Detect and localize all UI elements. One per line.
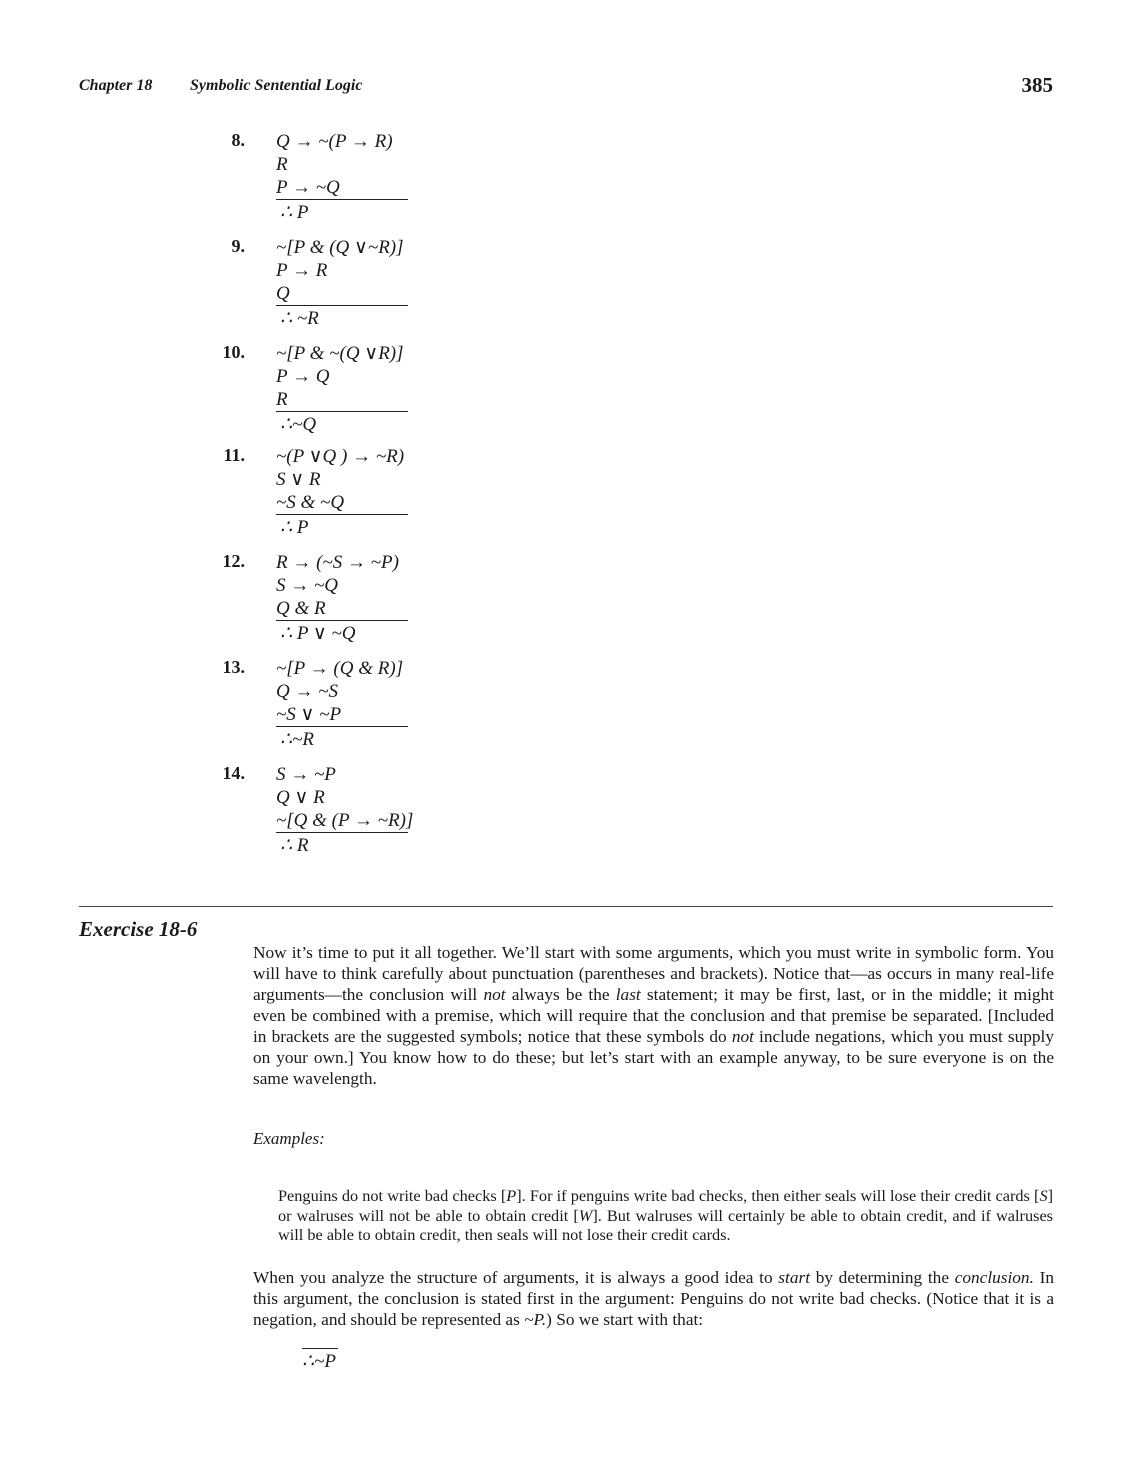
premise: R [276,154,288,175]
premise: ~[P & ~(Q ∨R)] [276,343,404,364]
premise: P → Q [276,366,330,387]
premise: ~S ∨ ~P [276,703,408,727]
conclusion: ∴ P ∨ ~Q [280,623,356,644]
premise: Q → ~S [276,681,339,702]
premise: ~(P ∨Q ) → ~R) [276,446,405,467]
problem-argument [276,236,408,330]
premise: P → ~Q [276,176,408,200]
page-number: 385 [1021,73,1053,97]
premise: ~[Q & (P → ~R)] [276,810,414,831]
premise: ~[P & (Q ∨~R)] [276,237,404,258]
example-text: ]. But walruses will certainly be able to obtain credit, and if walruses will be able to obtain credit, then seals will not lose their credit cards. [278,1205,1054,1244]
intro-emphasis: not [731,1027,754,1046]
premise: ~[P → (Q & R)] [276,658,404,679]
analysis-emphasis: conclusion. [954,1268,1034,1287]
premise: Q ∨ R [276,787,325,808]
conclusion-symbol: ∴~P [302,1348,338,1373]
premise: ~S & ~Q [276,491,408,515]
premise: R [276,388,408,412]
section-divider [79,906,1053,907]
analysis-text: When you analyze the structure of arguments, it is always a good idea to [253,1268,779,1287]
problem-number: 9. [231,236,245,256]
premise: Q [276,282,408,306]
premise: R → (~S → ~P) [276,552,399,573]
analysis-text: by determining the [810,1268,955,1287]
problem-number: 11. [223,445,245,465]
problem-argument [276,551,408,645]
chapter-title: Symbolic Sentential Logic [190,77,363,94]
intro-text: statement; it may be first, last, or in the middle; it might even be combined with a premise, which will require that the conclusion and that premise be separated. [Included in brackets are the suggested symbols; notice that these symbols do [253,985,1054,1046]
example-text: Penguins do not write bad checks [ [278,1186,507,1205]
problem-number: 8. [231,130,245,150]
analysis-emphasis: start [778,1268,810,1287]
intro-text: always be the [505,985,616,1004]
problem-number: 12. [222,551,245,571]
chapter-label: Chapter 18 [79,77,153,94]
premise: S → ~P [276,764,336,785]
intro-emphasis: last [615,985,641,1004]
analysis-paragraph [253,1267,1054,1330]
problem-number: 13. [222,657,245,677]
example-symbol: W [578,1205,593,1225]
premise: S → ~Q [276,575,339,596]
examples-label: Examples: [253,1129,325,1148]
conclusion: ∴ ~R [280,308,319,329]
problem-number: 14. [222,763,245,783]
header-left [79,77,362,95]
example-argument [278,1186,1053,1245]
premise: P → R [276,260,328,281]
example-symbol: S [1039,1186,1048,1205]
conclusion: ∴~R [280,729,314,750]
intro-text: include negations, which you must supply on your own.] You know how to do these; but let’s start with an example anyway, to be sure everyone is on the same wavelength. [253,1027,1054,1088]
premise: S ∨ R [276,469,321,490]
problem-number: 10. [222,342,245,362]
analysis-emphasis: ~P. [524,1310,547,1329]
conclusion: ∴ P [280,517,309,538]
analysis-text: ) So we start with that: [546,1310,704,1329]
example-text: ]. For if penguins write bad checks, then either seals will lose their credit cards [ [516,1186,1040,1205]
problem-argument [276,657,408,751]
example-text: ] or walruses will not be able to obtain credit [ [278,1186,1053,1225]
analysis-text: In this argument, the conclusion is stated first in the argument: Penguins do not write bad checks. (Notice that it is a negation, and should be represented as [253,1268,1055,1329]
conclusion: ∴ P [280,202,309,223]
conclusion: ∴~Q [280,414,317,435]
exercise-title: Exercise 18-6 [79,917,198,941]
conclusion: ∴ R [280,835,309,856]
example-symbol: P [506,1186,517,1205]
problem-argument [276,342,408,436]
premise: Q & R [276,597,408,621]
premise: Q → ~(P → R) [276,131,393,152]
problem-argument [276,763,414,857]
intro-text: Now it’s time to put it all together. We’ll start with some arguments, which you must write in symbolic form. You will have to think carefully about punctuation (parentheses and brackets). Notice that—as occurs in many real-life arguments—the conclusion will [253,943,1054,1004]
problem-argument [276,130,408,224]
intro-emphasis: not [483,985,506,1004]
exercise-intro [253,942,1054,1089]
problem-argument [276,445,408,539]
